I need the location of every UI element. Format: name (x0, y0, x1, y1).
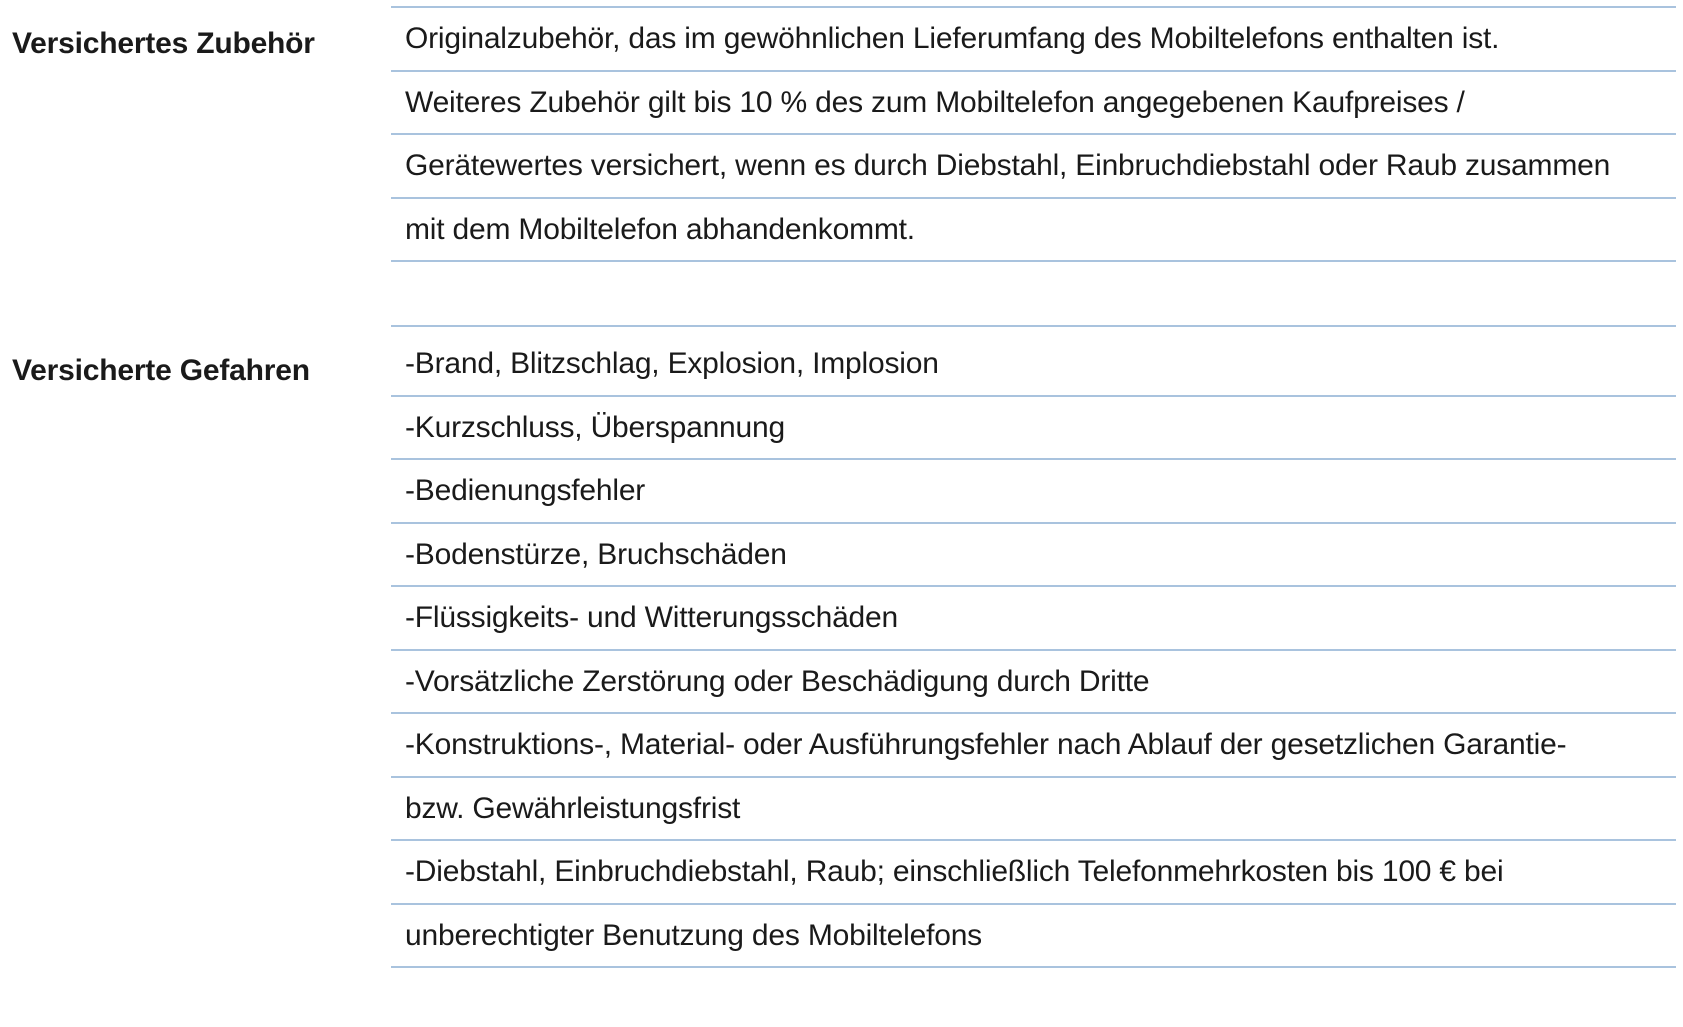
blank-line (391, 262, 1676, 327)
section-label: Versichertes Zubehör (12, 27, 315, 60)
text-line: Gerätewertes versichert, wenn es durch Diebstahl, Einbruchdiebstahl oder Raub zusammen (391, 135, 1676, 199)
text-line: unberechtigter Benutzung des Mobiltelefons (391, 905, 1676, 969)
section-lines (391, 333, 1676, 968)
section-lines (391, 6, 1676, 327)
text-line: -Brand, Blitzschlag, Explosion, Implosion (391, 333, 1676, 397)
text-line: Weiteres Zubehör gilt bis 10 % des zum Mobiltelefon angegebenen Kaufpreises / (391, 72, 1676, 136)
text-line: mit dem Mobiltelefon abhandenkommt. (391, 199, 1676, 263)
text-line: -Bedienungsfehler (391, 460, 1676, 524)
text-line: -Flüssigkeits- und Witterungsschäden (391, 587, 1676, 651)
text-line: Originalzubehör, das im gewöhnlichen Lieferumfang des Mobiltelefons enthalten ist. (391, 8, 1676, 72)
text-line: -Kurzschluss, Überspannung (391, 397, 1676, 461)
section-label: Versicherte Gefahren (12, 354, 310, 387)
text-line: -Konstruktions-, Material- oder Ausführungsfehler nach Ablauf der gesetzlichen Garantie- (391, 714, 1676, 778)
text-line: -Diebstahl, Einbruchdiebstahl, Raub; einschließlich Telefonmehrkosten bis 100 € bei (391, 841, 1676, 905)
text-line: -Vorsätzliche Zerstörung oder Beschädigung durch Dritte (391, 651, 1676, 715)
text-line: bzw. Gewährleistungsfrist (391, 778, 1676, 842)
text-line: -Bodenstürze, Bruchschäden (391, 524, 1676, 588)
